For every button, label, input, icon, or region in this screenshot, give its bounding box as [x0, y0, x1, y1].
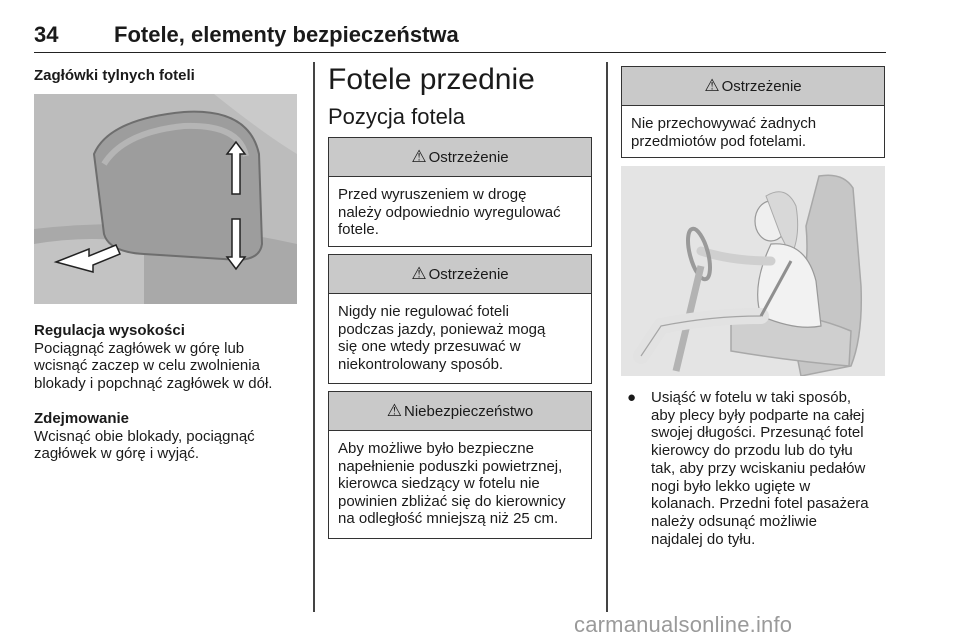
sub-heading: Pozycja fotela [328, 104, 465, 129]
headrest-illustration [34, 94, 297, 304]
column-divider-1 [313, 62, 315, 612]
warning-icon: ⚠ [704, 76, 720, 95]
warning-header [329, 138, 591, 177]
danger-box [328, 391, 592, 539]
warning-icon: ⚠ [411, 147, 427, 166]
text-line: blokady i popchnąć zagłówek w dół. [34, 374, 273, 392]
danger-label: Niebezpieczeństwo [404, 402, 534, 420]
text-line: tak, aby przy wciskaniu pedałów [651, 459, 866, 477]
text-line: kolanach. Przedni fotel pasażera [651, 495, 869, 513]
text-line: napełnienie poduszki powietrznej, [338, 457, 563, 475]
text-line: fotele. [338, 221, 379, 238]
bullet-text [651, 389, 891, 548]
text-line: zagłówek w górę i wyjąć. [34, 445, 200, 462]
warning-text [329, 177, 591, 239]
section-removal [34, 410, 309, 463]
warning-box [621, 66, 885, 158]
text-line: niekontrolowany sposób. [338, 355, 504, 373]
warning-label: Ostrzeżenie [428, 148, 509, 166]
text-line: Nigdy nie regulować foteli [338, 303, 509, 320]
text-line: Wcisnąć obie blokady, pociągnąć [34, 427, 255, 445]
warning-header [622, 67, 884, 106]
text-line: należy odpowiednio wyregulować [338, 203, 561, 221]
text-line: Przed wyruszeniem w drogę [338, 186, 527, 203]
warning-header [329, 255, 591, 294]
driver-seat-drawing [621, 166, 885, 376]
warning-icon: ⚠ [386, 401, 402, 420]
headrest-drawing [34, 94, 297, 304]
text-line: na odległość mniejszą niż 25 cm. [338, 510, 559, 527]
main-heading: Fotele przednie [328, 63, 535, 96]
text-line: aby plecy były podparte na całej [651, 406, 865, 424]
text-line: kierowcy do przodu lub do tyłu [651, 442, 853, 460]
text-line: wcisnąć zaczep w celu zwolnienia [34, 357, 260, 374]
warning-text [622, 106, 884, 150]
column-divider-2 [606, 62, 608, 612]
text-line: nogi było lekko ugięte w [651, 477, 811, 495]
text-line: powinien zbliżać się do kierownicy [338, 492, 566, 510]
section-title: Regulacja wysokości [34, 322, 185, 339]
page-header [34, 22, 886, 53]
chapter-title: Fotele, elementy bezpieczeństwa [114, 22, 459, 47]
section-heading: Zagłówki tylnych foteli [34, 67, 195, 84]
warning-icon: ⚠ [411, 264, 427, 283]
text-line: się one wtedy przesuwać w [338, 338, 521, 355]
warning-label: Ostrzeżenie [721, 77, 802, 95]
text-line: kierowca siedzący w fotelu nie [338, 475, 540, 492]
warning-box [328, 254, 592, 384]
watermark: carmanualsonline.info [574, 612, 793, 637]
text-line: przedmiotów pod fotelami. [631, 132, 807, 150]
text-line: swojej długości. Przesunąć fotel [651, 424, 864, 442]
text-line: Nie przechowywać żadnych [631, 115, 817, 132]
section-title: Zdejmowanie [34, 410, 130, 427]
warning-box [328, 137, 592, 247]
text-line: Usiąść w fotelu w taki sposób, [651, 389, 852, 406]
seat-position-illustration [621, 166, 885, 376]
danger-header [329, 392, 591, 431]
bullet-icon: ● [627, 389, 637, 406]
page-number: 34 [34, 22, 59, 47]
section-height-adjust [34, 322, 309, 392]
text-line: najdalej do tyłu. [651, 530, 756, 548]
warning-label: Ostrzeżenie [428, 265, 509, 283]
text-line: podczas jazdy, ponieważ mogą [338, 320, 546, 338]
text-line: Aby możliwe było bezpieczne [338, 440, 534, 457]
text-line: należy odsunąć możliwie [651, 512, 817, 530]
danger-text [329, 431, 591, 528]
warning-text [329, 294, 591, 373]
text-line: Pociągnąć zagłówek w górę lub [34, 339, 245, 357]
